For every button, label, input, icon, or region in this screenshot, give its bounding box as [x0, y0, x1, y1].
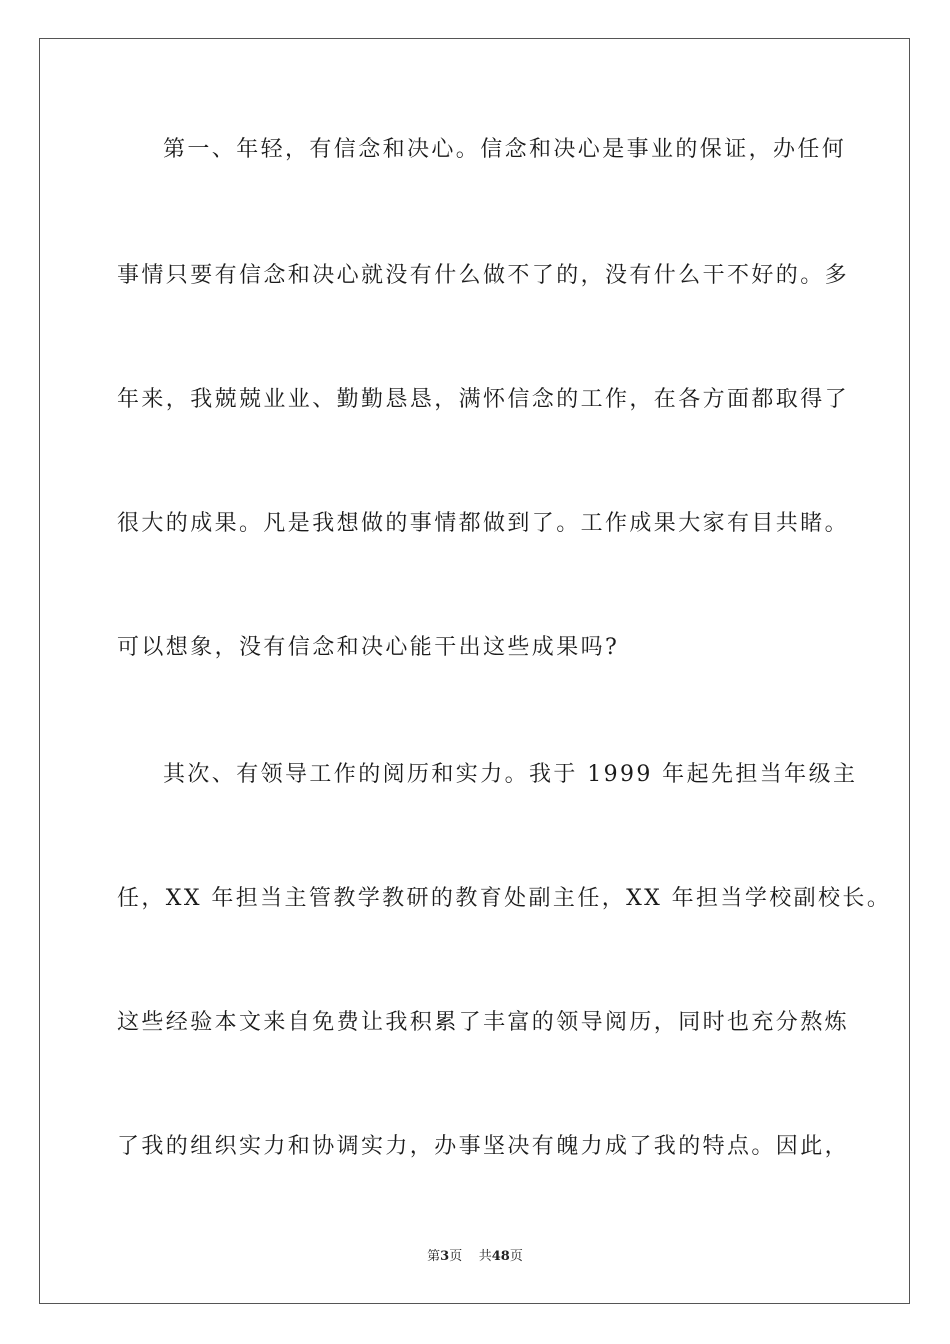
text-line-3: 年来，我兢兢业业、勤勤恳恳，满怀信念的工作，在各方面都取得了 [117, 387, 850, 412]
page-number: 3 [440, 1249, 450, 1264]
page-suffix: 页 [449, 1249, 463, 1264]
text-line-9: 了我的组织实力和协调实力，办事坚决有魄力成了我的特点。因此， [117, 1134, 850, 1159]
page-frame [39, 38, 910, 1304]
text-line-5: 可以想象，没有信念和决心能干出这些成果吗? [117, 635, 620, 660]
page-prefix: 第 [427, 1249, 441, 1264]
total-prefix: 共 [478, 1249, 492, 1264]
page-footer [0, 1248, 950, 1266]
text-line-4: 很大的成果。凡是我想做的事情都做到了。工作成果大家有目共睹。 [117, 511, 850, 536]
text-line-7: 任，XX 年担当主管教学教研的教育处副主任，XX 年担当学校副校长。 [117, 886, 892, 911]
text-line-8: 这些经验本文来自免费让我积累了丰富的领导阅历，同时也充分熬炼 [117, 1010, 850, 1035]
total-suffix: 页 [509, 1249, 523, 1264]
text-line-1: 第一、年轻，有信念和决心。信念和决心是事业的保证，办任何 [163, 137, 847, 162]
page-total: 48 [491, 1249, 510, 1264]
text-line-6: 其次、有领导工作的阅历和实力。我于 1999 年起先担当年级主 [163, 762, 858, 787]
text-line-2: 事情只要有信念和决心就没有什么做不了的，没有什么干不好的。多 [117, 263, 850, 288]
